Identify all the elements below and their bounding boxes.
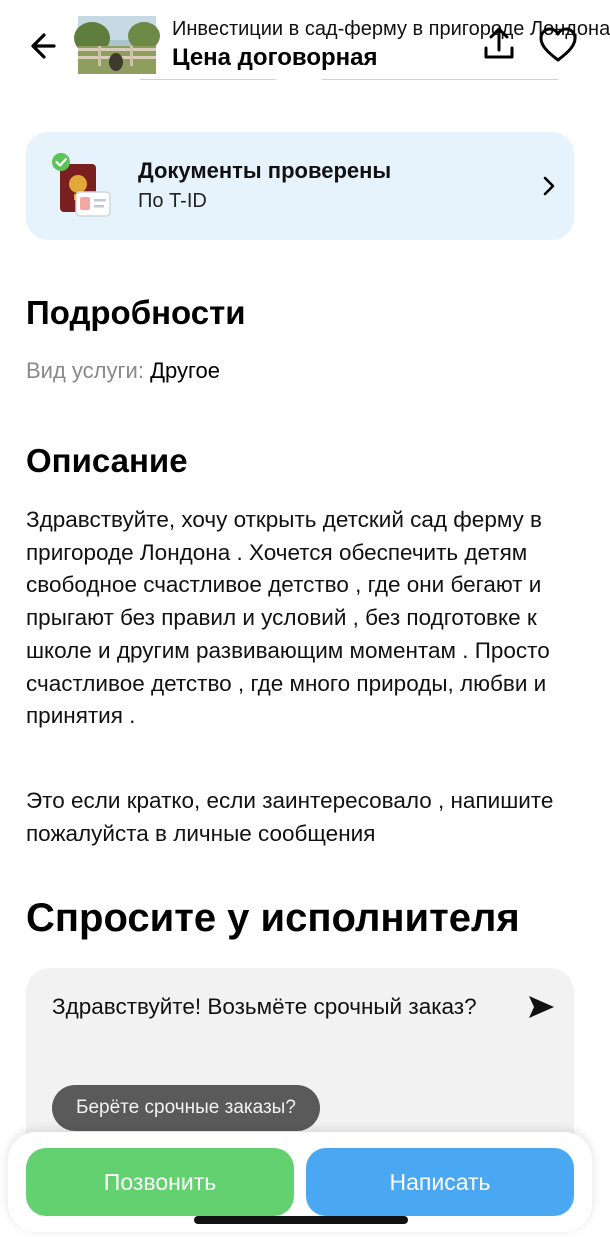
header-divider	[322, 79, 558, 80]
back-arrow-icon[interactable]	[26, 26, 66, 66]
top-header	[0, 0, 610, 88]
header-subtitle: Инвестиции в сад-ферму в пригороде Лондона	[172, 18, 610, 40]
message-input[interactable]: Здравствуйте! Возьмёте срочный заказ?	[52, 994, 477, 1019]
description-paragraph: Здравствуйте, хочу открыть детский сад ферму в пригороде Лондона . Хочется обеспечить детям свободное счастливое детство , где они бегают и прыгают без правил и условий , без подготовке к школе и другим развивающим моментам . Просто счастливое детство , где много природы, любви и принятия .	[26, 507, 550, 729]
passport-verified-icon	[50, 152, 116, 222]
service-type-row	[26, 358, 220, 384]
header-title: Цена договорная	[172, 44, 378, 71]
listing-thumbnail[interactable]	[78, 16, 156, 74]
documents-verified-card[interactable]	[26, 132, 574, 240]
description-paragraph: Это если кратко, если заинтересовало , напишите пожалуйста в личные сообщения	[26, 788, 554, 846]
call-button[interactable]: Позвонить	[26, 1148, 294, 1216]
verified-subtitle: По T-ID	[138, 190, 207, 212]
service-type-value: Другое	[150, 358, 220, 383]
share-icon[interactable]	[480, 24, 518, 64]
header-divider	[140, 79, 276, 80]
description-heading: Описание	[26, 442, 188, 479]
verified-title: Документы проверены	[138, 158, 392, 183]
home-indicator[interactable]	[194, 1216, 408, 1224]
write-message-button[interactable]: Написать	[306, 1148, 574, 1216]
ask-performer-heading: Спросите у исполнителя	[26, 896, 520, 940]
suggestion-chip[interactable]: Берёте срочные заказы?	[52, 1085, 320, 1131]
send-icon[interactable]	[526, 992, 556, 1022]
favorite-heart-icon[interactable]	[538, 26, 578, 64]
chevron-right-icon	[538, 174, 560, 198]
service-type-label: Вид услуги:	[26, 358, 144, 383]
details-heading: Подробности	[26, 294, 246, 331]
